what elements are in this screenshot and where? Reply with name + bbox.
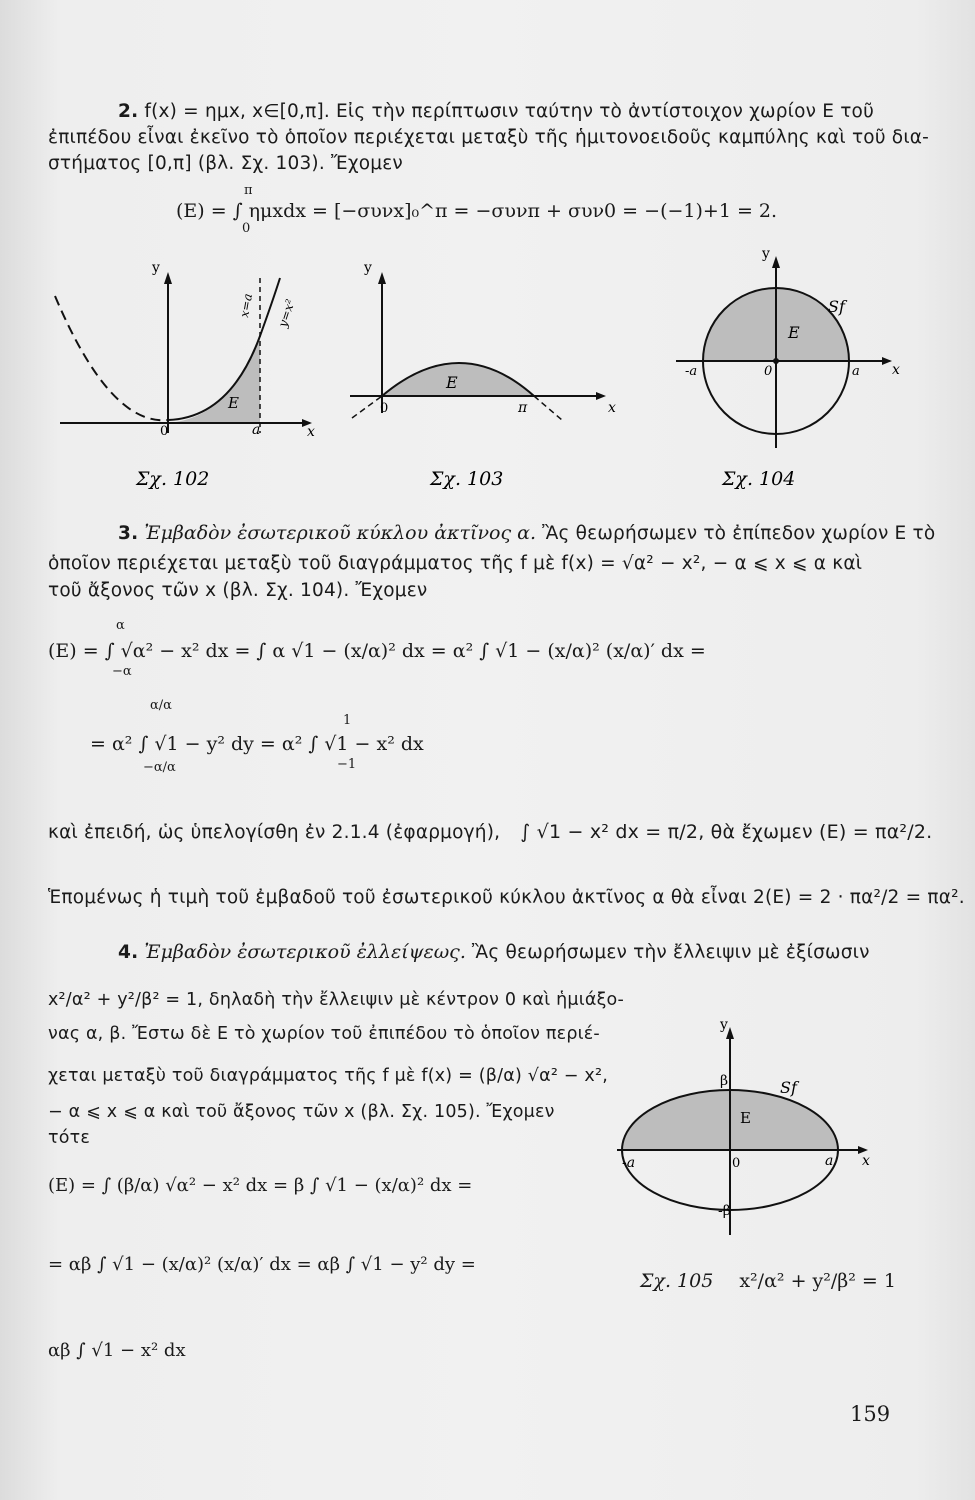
fig102-left-parabola xyxy=(55,296,168,420)
section-2-line-2: ἐπιπέδου εἶναι ἐκεῖνο τὸ ὁποῖον περιέχεται μεταξὺ τῆς ἡμιτονοειδοῦς καμπύλης καὶ τοῦ δια- xyxy=(48,127,930,148)
fig103-y-label: y xyxy=(364,260,372,276)
fig103-x-label: x xyxy=(608,400,616,416)
figure-103 xyxy=(350,260,616,490)
fig102-x-label: x xyxy=(307,424,315,440)
fig103-sine-right-dashed xyxy=(534,396,562,420)
figure-102 xyxy=(55,260,315,490)
fig104-region-label: E xyxy=(788,323,800,342)
fig103-origin-label: 0 xyxy=(380,401,389,416)
fig102-line-label: x=a xyxy=(237,292,256,319)
section-4-line-4: χεται μεταξὺ τοῦ διαγράμματος τῆς f μὲ f(x) = (β/α) √α² − x², xyxy=(48,1066,608,1086)
fig105-origin-label: 0 xyxy=(732,1156,741,1171)
fig105-y-label: y xyxy=(720,1017,728,1033)
fig105-caption: Σχ. 105 xyxy=(640,1270,714,1292)
fig104-x-arrow-icon xyxy=(882,357,892,365)
section-3-eq2-upper: α/α xyxy=(150,698,172,713)
section-2-equation-text: (Ε) = ∫ ημxdx = [−συνx]₀^π = −συνπ + συν0 = −(−1)+1 = 2. xyxy=(176,200,778,222)
fig103-pi-label: π xyxy=(518,400,528,416)
section-2-number: 2. xyxy=(118,101,139,122)
section-3-line-3: τοῦ ἄξονος τῶν x (βλ. Σχ. 104). Ἔχομεν xyxy=(48,580,428,601)
section-3-equation-1: (Ε) = ∫ √α² − x² dx = ∫ α √1 − (x/α)² dx = α² ∫ √1 − (x/α)² (x/α)′ dx = xyxy=(48,640,706,662)
fig103-x-arrow-icon xyxy=(596,392,606,400)
section-2-eq-lower-limit: 0 xyxy=(242,221,251,236)
section-2-eq-upper-limit: π xyxy=(244,183,253,198)
section-3-title: Ἐμβαδὸν ἐσωτερικοῦ κύκλου ἀκτῖνος α. xyxy=(144,522,537,544)
section-3-number: 3. xyxy=(118,523,139,544)
fig104-center-dot xyxy=(773,358,779,364)
fig105-pos-a-label: a xyxy=(825,1153,834,1169)
section-3-line-1 xyxy=(118,521,935,546)
fig104-y-label: y xyxy=(762,248,770,262)
fig103-sine-left-dashed xyxy=(352,396,382,418)
section-3-line-2: ὁποῖον περιέχεται μεταξὺ τοῦ διαγράμματος τῆς f μὲ f(x) = √α² − x², − α ⩽ x ⩽ α καὶ xyxy=(48,553,863,574)
fig105-neg-beta-label: -β xyxy=(718,1203,731,1219)
figure-104 xyxy=(676,248,900,490)
section-4-text-1: Ἂς θεωρήσωμεν τὴν ἔλλειψιν μὲ ἐξίσωσιν xyxy=(471,942,870,963)
fig104-origin-label: 0 xyxy=(764,364,773,379)
fig102-y-arrow-icon xyxy=(164,272,172,284)
section-4-line-5: − α ⩽ x ⩽ α καὶ τοῦ ἄξονος τῶν x (βλ. Σχ. 105). Ἔχομεν xyxy=(48,1102,555,1122)
section-4-line-2: x²/α² + y²/β² = 1, δηλαδὴ τὴν ἔλλειψιν μὲ κέντρον 0 καὶ ἡμιάξο- xyxy=(48,990,624,1010)
fig102-shaded-region xyxy=(168,336,260,423)
section-3-since-text: καὶ ἐπειδή, ὡς ὑπελογίσθη ἐν 2.1.4 (ἐφαρμογή), xyxy=(48,822,501,843)
section-4-title: Ἐμβαδὸν ἐσωτερικοῦ ἐλλείψεως. xyxy=(144,941,466,963)
section-3-since-equation: ∫ √1 − x² dx = π/2, θὰ ἔχωμεν (Ε) = πα²/2. xyxy=(520,821,933,843)
section-3-since-line xyxy=(48,820,932,845)
fig102-y-label: y xyxy=(152,260,160,276)
section-3-eq2-lower-2: −1 xyxy=(337,757,357,772)
section-4-line-3: νας α, β. Ἔστω δὲ Ε τὸ χωρίον τοῦ ἐπιπέδου τὸ ὁποῖον περιέ- xyxy=(48,1024,600,1044)
section-4-equation-3: αβ ∫ √1 − x² dx xyxy=(48,1340,186,1361)
fig103-region-label: E xyxy=(446,373,458,392)
figure-105 xyxy=(612,1015,892,1245)
fig102-origin-label: 0 xyxy=(160,424,169,439)
section-3-equation-2: = α² ∫ √1 − y² dy = α² ∫ √1 − x² dx xyxy=(90,733,424,755)
fig102-a-label: a xyxy=(252,422,261,438)
section-3-result-line: Ἑπομένως ἡ τιμὴ τοῦ ἐμβαδοῦ τοῦ ἐσωτερικοῦ κύκλου ἀκτῖνος α θὰ εἶναι 2(Ε) = 2 · πα²/2 = πα². xyxy=(48,887,965,908)
fig102-region-label: E xyxy=(228,394,239,412)
page-number: 159 xyxy=(850,1402,891,1426)
section-3-eq1-upper: α xyxy=(116,618,125,633)
fig102-caption: Σχ. 102 xyxy=(136,468,210,490)
fig103-y-arrow-icon xyxy=(378,272,386,284)
section-3-eq1-lower: −α xyxy=(112,664,132,679)
fig104-curve-label: Sf xyxy=(828,297,845,316)
fig102-curve-label: y=x² xyxy=(275,297,298,329)
section-4-number: 4. xyxy=(118,942,139,963)
fig105-x-label: x xyxy=(862,1153,870,1169)
section-4-line-1 xyxy=(118,940,870,965)
fig104-pos-a-label: a xyxy=(852,364,860,379)
section-3-eq2-upper-2: 1 xyxy=(343,713,352,728)
fig104-y-arrow-icon xyxy=(772,256,780,268)
section-4-line-6: τότε xyxy=(48,1128,91,1148)
fig103-caption: Σχ. 103 xyxy=(430,468,504,490)
section-4-equation-1: (Ε) = ∫ (β/α) √α² − x² dx = β ∫ √1 − (x/α)² dx = xyxy=(48,1175,473,1196)
section-3-text-1: Ἂς θεωρήσωμεν τὸ ἐπίπεδον χωρίον Ε τὸ xyxy=(542,523,936,544)
fig105-region-label: E xyxy=(740,1109,751,1127)
section-2-line-3: στήματος [0,π] (βλ. Σχ. 103). Ἔχομεν xyxy=(48,153,403,174)
fig104-neg-a-label: -a xyxy=(685,364,698,379)
figures-102-104 xyxy=(40,248,920,498)
fig105-caption-equation: x²/α² + y²/β² = 1 xyxy=(739,1270,896,1292)
section-2-text-1: f(x) = ημx, x∈[0,π]. Εἰς τὴν περίπτωσιν ταύτην τὸ ἀντίστοιχον χωρίον Ε τοῦ xyxy=(144,101,874,122)
fig105-caption-line xyxy=(640,1270,896,1292)
fig105-neg-a-label: -a xyxy=(622,1155,636,1171)
section-2-line-1 xyxy=(118,100,874,124)
section-4-equation-2: = αβ ∫ √1 − (x/α)² (x/α)′ dx = αβ ∫ √1 − y² dy = xyxy=(48,1254,476,1275)
fig104-caption: Σχ. 104 xyxy=(722,468,796,490)
fig105-curve-label: Sf xyxy=(780,1078,797,1097)
section-3-eq2-lower: −α/α xyxy=(143,760,176,775)
section-2-equation xyxy=(176,200,777,222)
fig104-x-label: x xyxy=(892,362,900,378)
fig105-beta-label: β xyxy=(720,1073,729,1089)
